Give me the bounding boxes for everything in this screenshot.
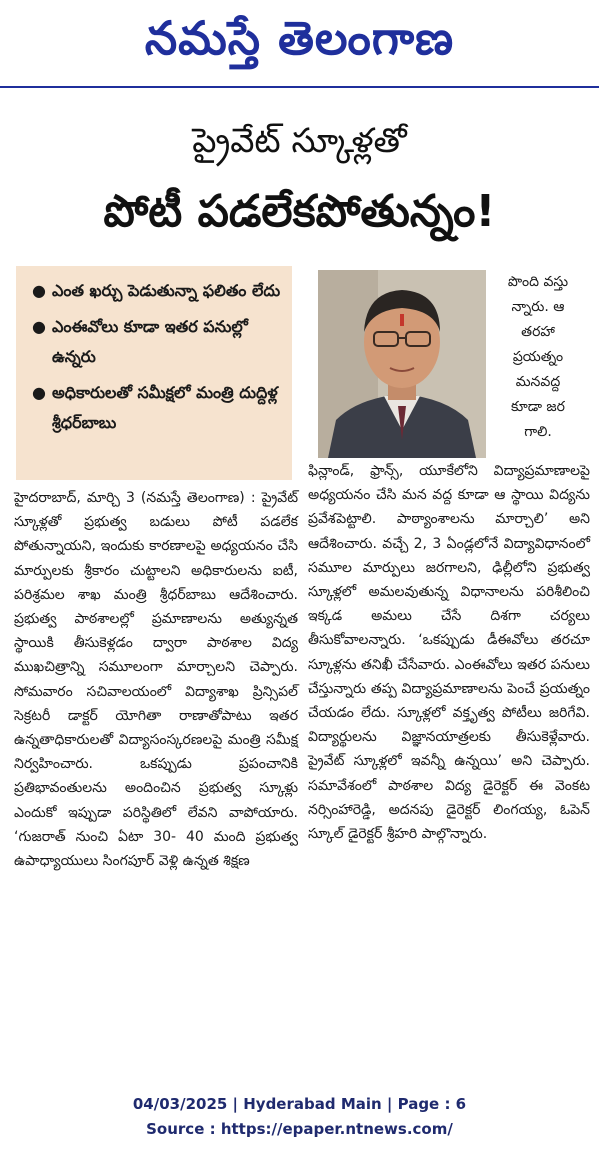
highlight-text: ఎంత ఖర్చు పెడుతున్నా ఫలితం లేదు (52, 281, 281, 300)
article-line: గాలి. (524, 424, 552, 440)
footer-dateline: 04/03/2025 | Hyderabad Main | Page : 6 (132, 1095, 467, 1113)
highlight-item (32, 312, 282, 372)
highlight-text: ఎంఈవోలు కూడా ఇతర పనుల్లో ఉన్నరు (52, 317, 248, 366)
article-column-right: ఫిన్లాండ్, ఫ్రాన్స్, యూకేలోని విద్యాప్రమాణాలపై అధ్యయనం చేసి మన వద్ద కూడా ఆ స్థాయి విద్యను ప్రవేశపెట్టాలి. పాఠ్యాంశాలను మార్చాలి’ అని ఆదేశించారు. వచ్చే 2, 3 ఏండ్లలోనే విద్యావిధానంలో సమూల మార్పులు జరగాలని, ఢిల్లీలోని ప్రభుత్వ స్కూళ్లలో అమలవుతున్న విధానాలను పరిశీలించి ఇక్కడ అమలు చేసే దిశగా చర్యలు తీసుకోవాలన్నారు. ‘ఒకప్పుడు డీఈవోలు తరచూ స్కూళ్లను తనిఖీ చేసేవారు. ఎంఈవోలు ఇతర పనులు చేస్తున్నారు తప్ప విద్యాప్రమాణాలను పెంచే ప్రయత్నం చేయడం లేదు. స్కూళ్లలో వక్తృత్వ పోటీలు జరిగేవి. విద్యార్థులను విజ్ఞానయాత్రలకు తీసుకెళ్లేవారు. ప్రైవేట్ స్కూళ్లలో ఇవన్నీ ఉన్నయి’ అని చెప్పారు. సమావేశంలో పాఠశాల విద్య డైరెక్టర్ ఈ వెంకట నర్సింహారెడ్డి, అదనపు డైరెక్టర్ లింగయ్య, ఓపెన్ స్కూల్ డైరెక్టర్ శ్రీహరి పాల్గొన్నారు. (308, 463, 590, 843)
article-line: కూడా జర (511, 399, 565, 415)
masthead-title: నమస్తే తెలంగాణ (144, 11, 455, 65)
bullet-icon: ● (32, 383, 46, 402)
masthead-rule (0, 86, 599, 88)
highlight-item (32, 378, 282, 438)
article-line: తరహా (521, 324, 555, 340)
bullet-icon: ● (32, 317, 46, 336)
article-continuation-top (488, 270, 588, 445)
highlight-item (32, 276, 282, 306)
article-column-left: హైదరాబాద్, మార్చి 3 (నమస్తే తెలంగాణ) : ప్రైవేట్ స్కూళ్లతో ప్రభుత్వ బడులు పోటీ పడలేక పోతున్నాయని, ఇందుకు కారణాలపై అధ్యయనం చేసి మార్పులకు శ్రీకారం చుట్టాలని అధికారులను ఐటీ, పరిశ్రమల శాఖ మంత్రి శ్రీధర్‌బాబు ఆదేశించారు. ప్రభుత్వ పాఠశాలల్లో ప్రమాణాలను అత్యున్నత స్థాయికి తీసుకెళ్లడం ద్వారా పాఠశాల విద్య ముఖచిత్రాన్ని సమూలంగా మార్చాలని చెప్పారు. సోమవారం సచివాలయంలో విద్యాశాఖ ప్రిన్సిపల్ సెక్రటరీ డాక్టర్ యోగితా రాణాతోపాటు ఇతర ఉన్నతాధికారులతో విద్యాసంస్కరణలపై మంత్రి సమీక్ష నిర్వహించారు. ఒకప్పుడు ప్రపంచానికి ప్రతిభావంతులను అందించిన ప్రభుత్వ స్కూళ్లు ఎందుకో ఇప్పుడా పరిస్థితిలో లేవని వాపోయారు. ‘గుజరాత్ నుంచి ఏటా 30- 40 మంది ప్రభుత్వ ఉపాధ్యాయులు సింగపూర్ వెళ్లి ఉన్నత శిక్షణ (14, 490, 298, 870)
footer-source: Source : https://epaper.ntnews.com/ (146, 1120, 453, 1138)
headline-kicker: ప్రైవేట్ స్కూళ్లతో (192, 121, 407, 161)
article-line: మనవద్ద (515, 374, 561, 390)
minister-photo (318, 270, 486, 458)
highlights-box (16, 266, 292, 480)
portrait-icon (318, 270, 486, 458)
article-line: న్నారు. ఆ (511, 299, 565, 315)
bullet-icon: ● (32, 281, 46, 300)
article-line: ప్రయత్నం (512, 349, 564, 365)
highlight-text: అధికారులతో సమీక్షలో మంత్రి దుద్దిళ్ల శ్రీధర్‌బాబు (52, 383, 278, 432)
headline-main: పోటీ పడలేకపోతున్నం! (103, 186, 496, 237)
article-line: పొంది వస్తు (507, 274, 569, 290)
